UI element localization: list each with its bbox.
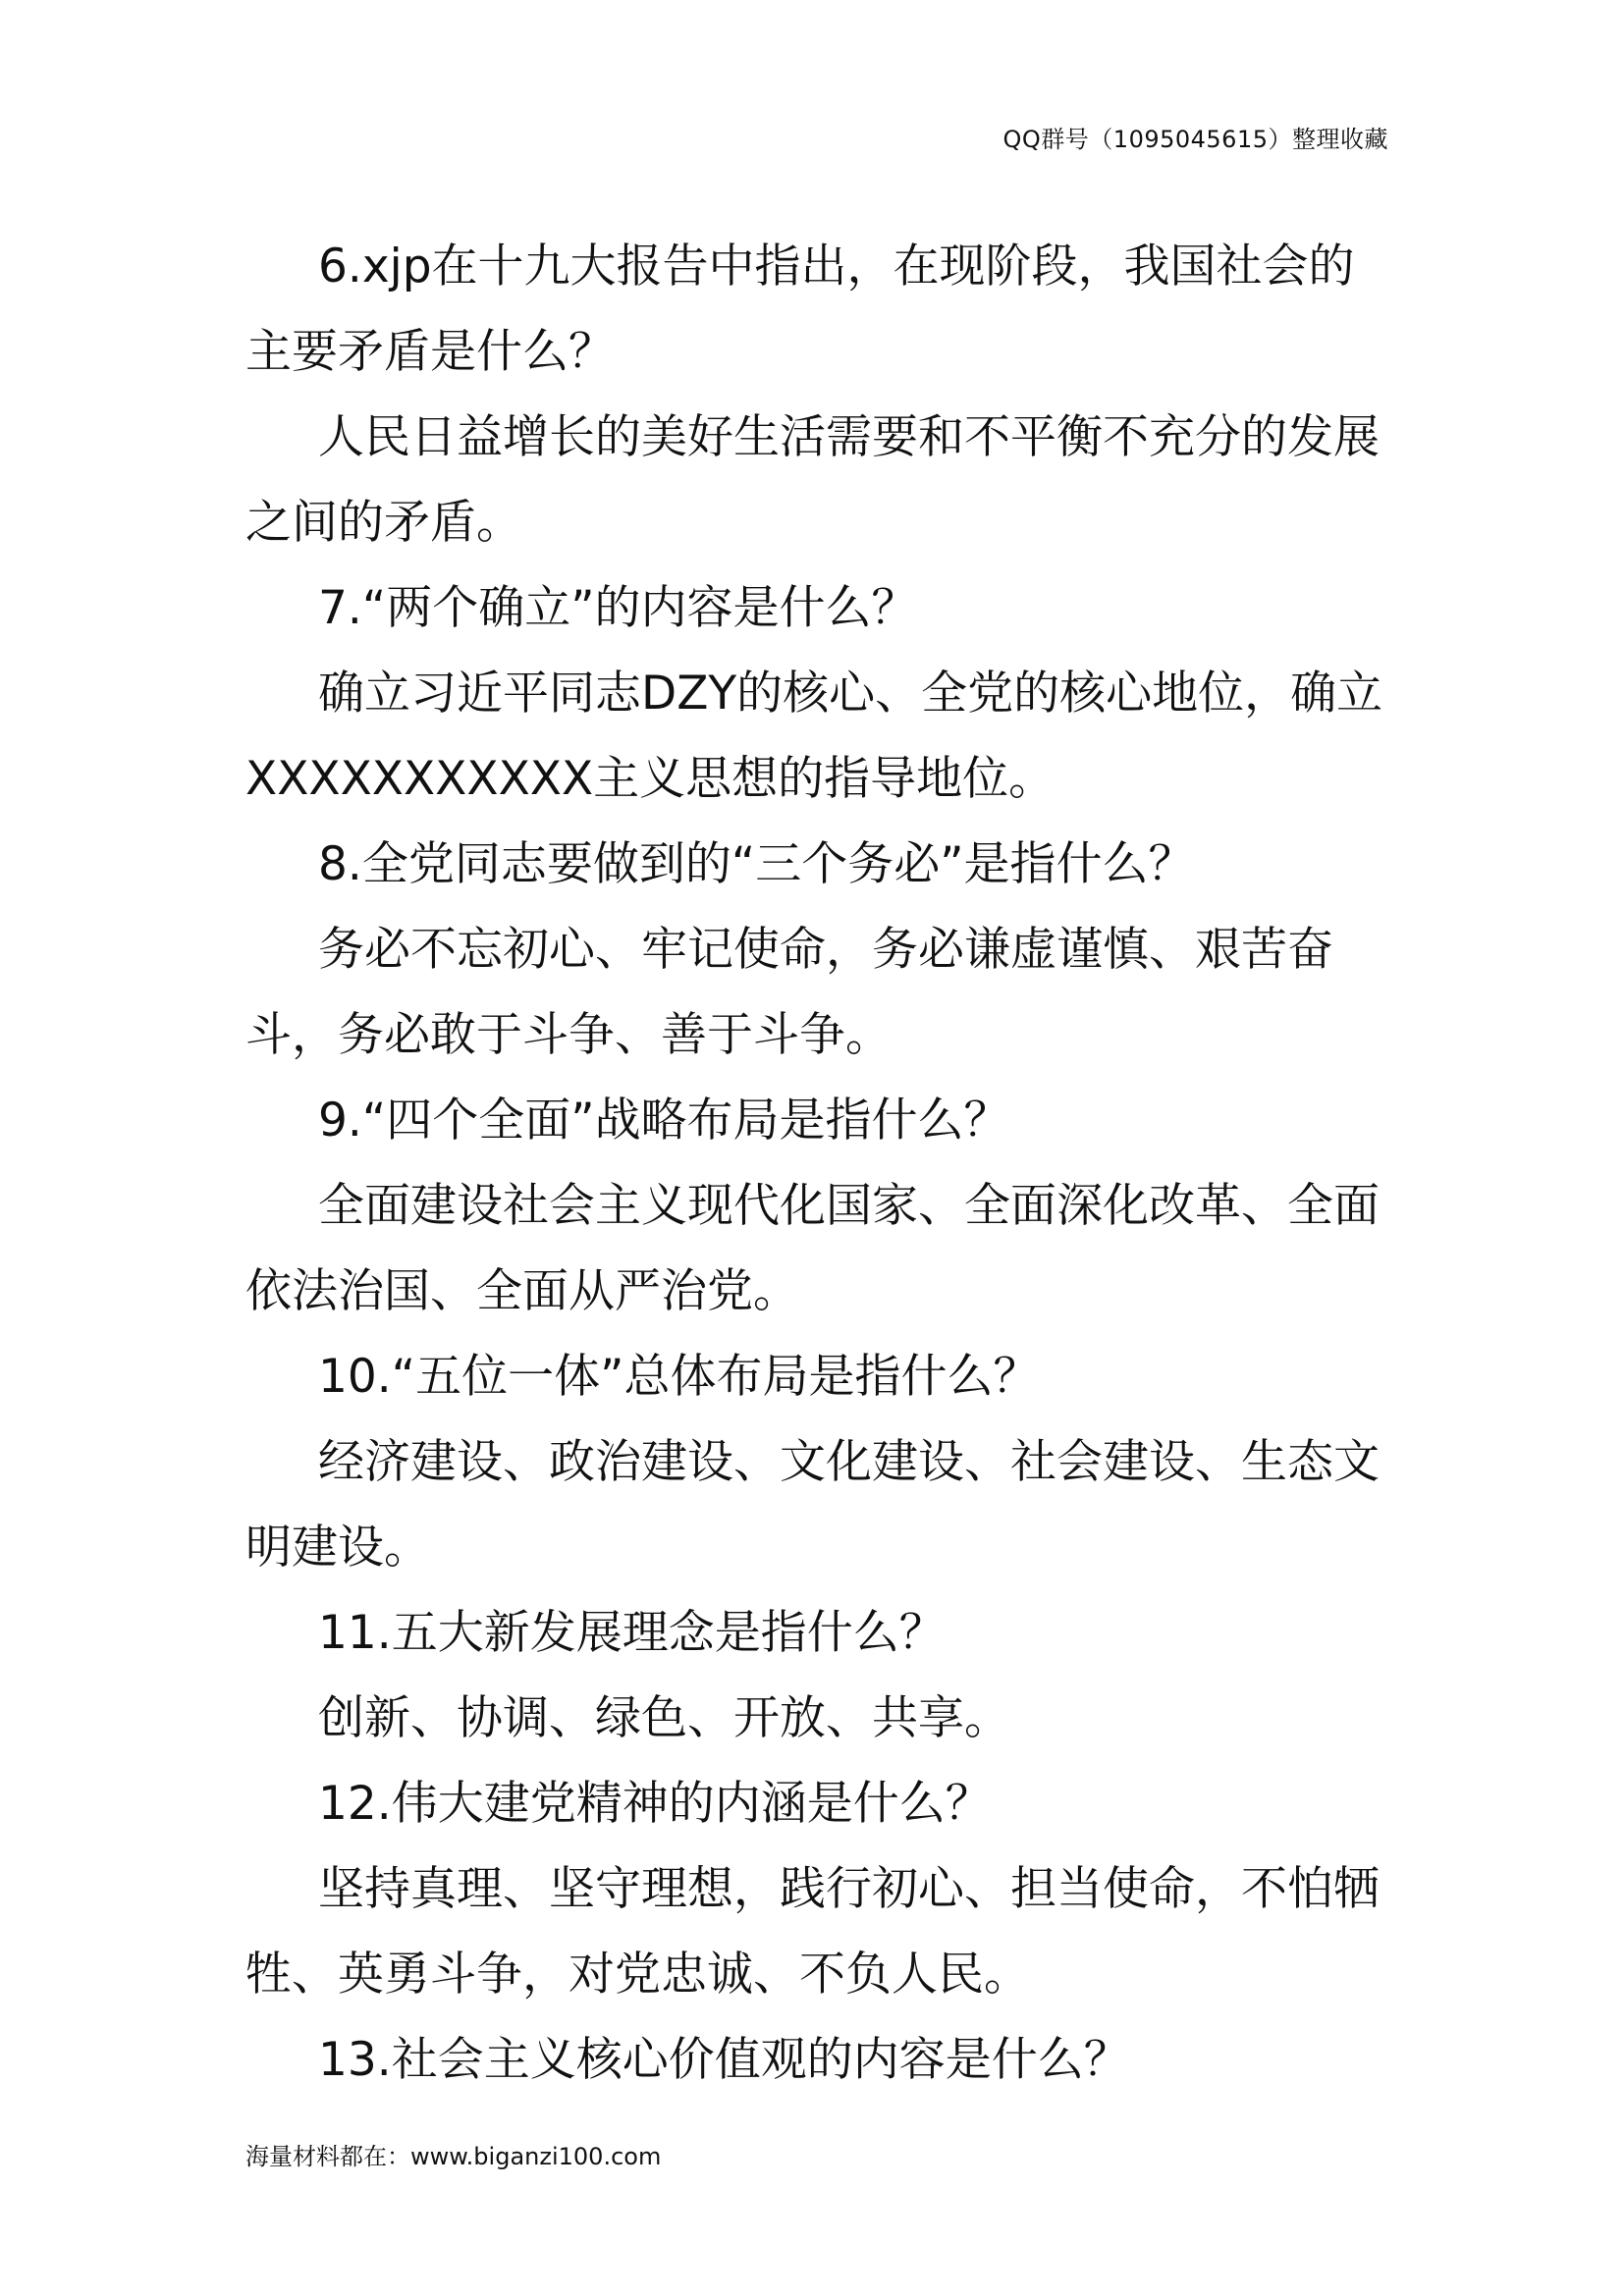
footer-note: 海量材料都在：www.biganzi100.com <box>245 2143 662 2170</box>
question-13: 13.社会主义核心价值观的内容是什么？ <box>318 2033 1130 2087</box>
answer-8: 务必不忘初心、牢记使命，务必谦虚谨慎、艰苦奋斗，务必敢于斗争、善于斗争。 <box>245 923 1333 1062</box>
header-note: QQ群号（1095045615）整理收藏 <box>1002 126 1388 153</box>
question-10: 10.“五位一体”总体布局是指什么？ <box>318 1350 1040 1404</box>
answer-9: 全面建设社会主义现代化国家、全面深化改革、全面依法治国、全面从严治党。 <box>245 1179 1380 1318</box>
question-9: 9.“四个全面”战略布局是指什么？ <box>318 1094 1010 1148</box>
answer-11: 创新、协调、绿色、开放、共享。 <box>318 1691 1010 1745</box>
question-12: 12.伟大建党精神的内涵是什么？ <box>318 1777 992 1831</box>
document-body <box>245 224 1394 2103</box>
answer-10: 经济建设、政治建设、文化建设、社会建设、生态文明建设。 <box>245 1435 1380 1575</box>
question-6: 6.xjp在十九大报告中指出，在现阶段，我国社会的主要矛盾是什么？ <box>245 240 1355 379</box>
question-8: 8.全党同志要做到的“三个务必”是指什么？ <box>318 837 1195 891</box>
question-7: 7.“两个确立”的内容是什么？ <box>318 581 918 635</box>
answer-7: 确立习近平同志DZY的核心、全党的核心地位，确立XXXXXXXXXXX主义思想的指导地位。 <box>245 667 1383 806</box>
answer-6: 人民日益增长的美好生活需要和不平衡不充分的发展之间的矛盾。 <box>245 410 1380 550</box>
answer-12: 坚持真理、坚守理想，践行初心、担当使命，不怕牺牲、英勇斗争，对党忠诚、不负人民。 <box>245 1862 1380 2002</box>
question-11: 11.五大新发展理念是指什么？ <box>318 1606 946 1660</box>
